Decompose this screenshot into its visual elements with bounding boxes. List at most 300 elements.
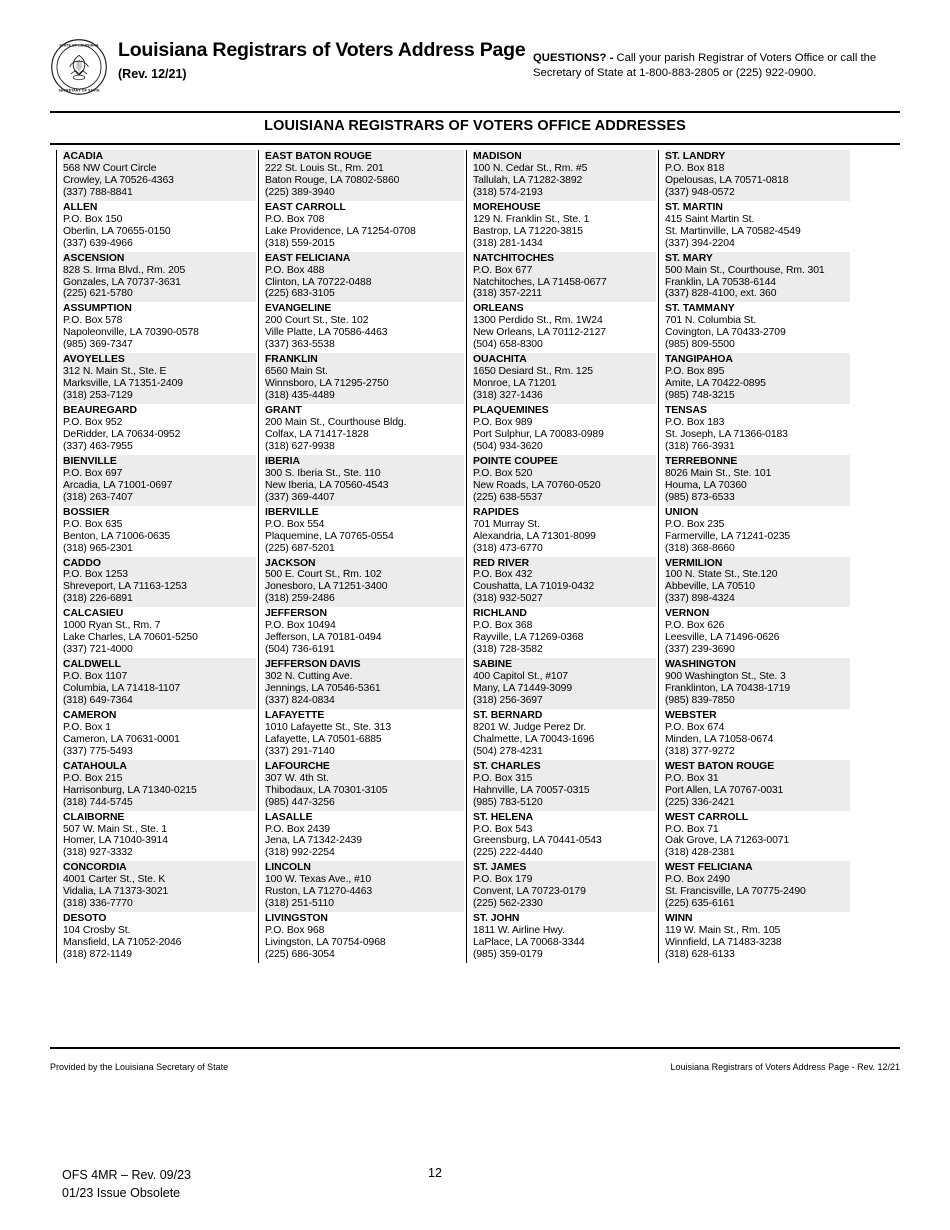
city-state-zip: Farmerville, LA 71241-0235	[665, 530, 791, 542]
address-entry	[63, 252, 256, 303]
address-entry	[265, 455, 464, 506]
city-state-zip: Livingston, LA 70754-0968	[265, 937, 386, 949]
phone-number: (318) 226-6891	[63, 593, 133, 605]
address-entry	[265, 557, 464, 608]
street-address: 1300 Perdido St., Rm. 1W24	[473, 315, 603, 327]
phone-number: (318) 357-2211	[473, 288, 542, 300]
form-id-line-1: OFS 4MR – Rev. 09/23	[62, 1168, 191, 1182]
street-address: P.O. Box 2439	[265, 823, 330, 835]
phone-number: (318) 627-9938	[265, 440, 335, 452]
city-state-zip: Baton Rouge, LA 70802-5860	[265, 174, 400, 186]
city-state-zip: Monroe, LA 71201	[473, 378, 557, 390]
street-address: P.O. Box 1107	[63, 671, 128, 683]
street-address: 1650 Desiard St., Rm. 125	[473, 366, 593, 378]
address-entry	[265, 607, 464, 658]
city-state-zip: Convent, LA 70723-0179	[473, 886, 586, 898]
phone-number: (318) 559-2015	[265, 237, 335, 249]
phone-number: (225) 389-3940	[265, 186, 335, 198]
parish-name: JACKSON	[265, 557, 316, 569]
address-entry	[473, 252, 656, 303]
phone-number: (337) 369-4407	[265, 491, 335, 503]
city-state-zip: Ville Platte, LA 70586-4463	[265, 327, 388, 339]
parish-name: ST. HELENA	[473, 811, 534, 823]
city-state-zip: St. Martinville, LA 70582-4549	[665, 225, 801, 237]
svg-text:STATE OF LOUISIANA: STATE OF LOUISIANA	[59, 43, 99, 48]
louisiana-state-seal-icon	[50, 38, 108, 96]
street-address: P.O. Box 315	[473, 772, 533, 784]
svg-text:SECRETARY OF STATE: SECRETARY OF STATE	[58, 88, 100, 93]
city-state-zip: Chalmette, LA 70043-1696	[473, 733, 595, 745]
phone-number: (318) 251-5110	[265, 898, 334, 910]
parish-name: ST. TAMMANY	[665, 303, 735, 315]
parish-name: EAST CARROLL	[265, 201, 346, 213]
parish-name: CATAHOULA	[63, 760, 127, 772]
parish-name: NATCHITOCHES	[473, 252, 554, 264]
page-title: Louisiana Registrars of Voters Address Page	[118, 39, 526, 61]
questions-lead: QUESTIONS? -	[533, 52, 614, 64]
street-address: P.O. Box 520	[473, 467, 533, 479]
city-state-zip: Oberlin, LA 70655-0150	[63, 225, 171, 237]
parish-name: BOSSIER	[63, 506, 110, 518]
phone-number: (318) 649-7364	[63, 694, 133, 706]
phone-number: (318) 574-2193	[473, 186, 543, 198]
city-state-zip: Port Allen, LA 70767-0031	[665, 784, 784, 796]
parish-name: POINTE COUPEE	[473, 455, 558, 467]
address-entry	[473, 201, 656, 252]
city-state-zip: Bastrop, LA 71220-3815	[473, 225, 583, 237]
city-state-zip: Franklinton, LA 70438-1719	[665, 683, 791, 695]
address-entry	[63, 557, 256, 608]
street-address: P.O. Box 432	[473, 569, 533, 581]
street-address: P.O. Box 989	[473, 417, 533, 429]
street-address: 104 Crosby St.	[63, 925, 131, 937]
address-entry	[473, 353, 656, 404]
address-entry	[265, 353, 464, 404]
phone-number: (337) 463-7955	[63, 440, 133, 452]
phone-number: (318) 927-3332	[63, 847, 133, 859]
city-state-zip: Jefferson, LA 70181-0494	[265, 632, 382, 644]
form-id-line-2: 01/23 Issue Obsolete	[62, 1186, 181, 1201]
street-address: 222 St. Louis St., Rm. 201	[265, 162, 384, 174]
address-entry	[63, 607, 256, 658]
phone-number: (985) 873-6533	[665, 491, 735, 503]
page-number: 12	[428, 1166, 442, 1180]
address-entry	[665, 861, 850, 912]
city-state-zip: Alexandria, LA 71301-8099	[473, 530, 596, 542]
city-state-zip: Marksville, LA 71351-2409	[63, 378, 183, 390]
street-address: 415 Saint Martin St.	[665, 213, 755, 225]
address-entry	[63, 201, 256, 252]
parish-name: ST. MARY	[665, 252, 713, 264]
phone-number: (504) 278-4231	[473, 745, 543, 757]
address-column-4	[658, 150, 850, 963]
street-address: P.O. Box 150	[63, 213, 123, 225]
street-address: P.O. Box 1	[63, 721, 111, 733]
city-state-zip: DeRidder, LA 70634-0952	[63, 428, 181, 440]
city-state-zip: Rayville, LA 71269-0368	[473, 632, 584, 644]
street-address: 200 Main St., Courthouse Bldg.	[265, 417, 407, 429]
street-address: 129 N. Franklin St., Ste. 1	[473, 213, 590, 225]
phone-number: (318) 377-9272	[665, 745, 735, 757]
phone-number: (985) 369-7347	[63, 339, 133, 351]
phone-number: (318) 628-6133	[665, 949, 735, 961]
city-state-zip: Cameron, LA 70631-0001	[63, 733, 180, 745]
parish-name: FRANKLIN	[265, 354, 318, 366]
address-entry	[63, 912, 256, 963]
city-state-zip: Abbeville, LA 70510	[665, 581, 755, 593]
parish-name: SABINE	[473, 659, 512, 671]
address-entry	[473, 150, 656, 201]
street-address: P.O. Box 543	[473, 823, 533, 835]
address-entry	[265, 252, 464, 303]
phone-number: (225) 638-5537	[473, 491, 543, 503]
city-state-zip: Colfax, LA 71417-1828	[265, 428, 369, 440]
address-entry	[665, 709, 850, 760]
parish-name: UNION	[665, 506, 699, 518]
phone-number: (985) 783-5120	[473, 796, 543, 808]
phone-number: (985) 839-7850	[665, 694, 735, 706]
parish-name: IBERVILLE	[265, 506, 319, 518]
parish-name: CADDO	[63, 557, 101, 569]
parish-name: RED RIVER	[473, 557, 530, 569]
phone-number: (225) 635-6161	[665, 898, 735, 910]
address-entry	[665, 607, 850, 658]
address-entry	[473, 455, 656, 506]
parish-name: WEST BATON ROUGE	[665, 760, 775, 772]
street-address: 300 S. Iberia St., Ste. 110	[265, 467, 381, 479]
parish-name: EAST FELICIANA	[265, 252, 351, 264]
address-entry	[265, 912, 464, 963]
city-state-zip: Tallulah, LA 71282-3892	[473, 174, 583, 186]
phone-number: (318) 259-2486	[265, 593, 335, 605]
address-entry	[63, 861, 256, 912]
city-state-zip: Jonesboro, LA 71251-3400	[265, 581, 388, 593]
street-address: 568 NW Court Circle	[63, 162, 157, 174]
street-address: 701 N. Columbia St.	[665, 315, 757, 327]
address-entry	[63, 709, 256, 760]
address-entry	[473, 760, 656, 811]
address-entry	[63, 404, 256, 455]
parish-name: JEFFERSON	[265, 608, 327, 620]
city-state-zip: Greensburg, LA 70441-0543	[473, 835, 602, 847]
phone-number: (337) 775-5493	[63, 745, 133, 757]
street-address: 200 Court St., Ste. 102	[265, 315, 369, 327]
street-address: P.O. Box 368	[473, 620, 533, 632]
city-state-zip: Coushatta, LA 71019-0432	[473, 581, 595, 593]
address-entry	[473, 557, 656, 608]
parish-name: ST. BERNARD	[473, 709, 543, 721]
phone-number: (318) 872-1149	[63, 949, 132, 961]
street-address: 6560 Main St.	[265, 366, 328, 378]
parish-name: ALLEN	[63, 201, 98, 213]
street-address: 1010 Lafayette St., Ste. 313	[265, 721, 392, 733]
city-state-zip: Mansfield, LA 71052-2046	[63, 937, 182, 949]
parish-name: VERMILION	[665, 557, 723, 569]
parish-name: OUACHITA	[473, 354, 527, 366]
parish-name: LIVINGSTON	[265, 913, 328, 925]
city-state-zip: Jena, LA 71342-2439	[265, 835, 362, 847]
title-block	[118, 40, 526, 81]
phone-number: (337) 291-7140	[265, 745, 335, 757]
address-entry	[265, 506, 464, 557]
address-entry	[665, 404, 850, 455]
phone-number: (337) 788-8841	[63, 186, 133, 198]
address-entry	[665, 201, 850, 252]
address-entry	[473, 506, 656, 557]
address-entry	[665, 150, 850, 201]
city-state-zip: Benton, LA 71006-0635	[63, 530, 171, 542]
phone-number: (337) 828-4100, ext. 360	[665, 288, 777, 300]
parish-name: CALCASIEU	[63, 608, 124, 620]
city-state-zip: Opelousas, LA 70571-0818	[665, 174, 789, 186]
address-entry	[63, 760, 256, 811]
city-state-zip: Amite, LA 70422-0895	[665, 378, 766, 390]
parish-name: ST. JOHN	[473, 913, 520, 925]
city-state-zip: Vidalia, LA 71373-3021	[63, 886, 169, 898]
revision-label: (Rev. 12/21)	[118, 67, 187, 82]
address-entry	[665, 760, 850, 811]
phone-number: (318) 281-1434	[473, 237, 543, 249]
phone-number: (225) 562-2330	[473, 898, 543, 910]
parish-name: LINCOLN	[265, 862, 311, 874]
street-address: P.O. Box 895	[665, 366, 725, 378]
phone-number: (337) 898-4324	[665, 593, 735, 605]
city-state-zip: Natchitoches, LA 71458-0677	[473, 276, 607, 288]
parish-name: LASALLE	[265, 811, 313, 823]
street-address: 1000 Ryan St., Rm. 7	[63, 620, 161, 632]
phone-number: (318) 728-3582	[473, 644, 543, 656]
city-state-zip: Oak Grove, LA 71263-0071	[665, 835, 790, 847]
questions-note	[533, 51, 903, 81]
address-entry	[473, 404, 656, 455]
address-entry	[665, 455, 850, 506]
footer-left-text: Provided by the Louisiana Secretary of State	[50, 1062, 229, 1072]
address-entry	[473, 912, 656, 963]
address-entry	[63, 455, 256, 506]
phone-number: (985) 447-3256	[265, 796, 335, 808]
street-address: P.O. Box 2490	[665, 874, 730, 886]
phone-number: (985) 359-0179	[473, 949, 543, 961]
phone-number: (225) 687-5201	[265, 542, 335, 554]
phone-number: (337) 721-4000	[63, 644, 133, 656]
street-address: 307 W. 4th St.	[265, 772, 329, 784]
street-address: P.O. Box 578	[63, 315, 123, 327]
street-address: 302 N. Cutting Ave.	[265, 671, 353, 683]
address-entry	[473, 658, 656, 709]
city-state-zip: Plaquemine, LA 70765-0554	[265, 530, 394, 542]
phone-number: (318) 253-7129	[63, 390, 133, 402]
city-state-zip: New Roads, LA 70760-0520	[473, 479, 601, 491]
parish-name: ST. CHARLES	[473, 760, 541, 772]
street-address: P.O. Box 235	[665, 518, 725, 530]
address-entry	[63, 658, 256, 709]
parish-name: PLAQUEMINES	[473, 405, 549, 417]
phone-number: (504) 736-6191	[265, 644, 335, 656]
address-entry	[665, 302, 850, 353]
address-entry	[265, 658, 464, 709]
parish-name: ACADIA	[63, 151, 104, 162]
address-entry	[63, 506, 256, 557]
parish-name: VERNON	[665, 608, 710, 620]
city-state-zip: Napoleonville, LA 70390-0578	[63, 327, 199, 339]
city-state-zip: Shreveport, LA 71163-1253	[63, 581, 187, 593]
parish-name: CALDWELL	[63, 659, 121, 671]
address-entry	[473, 709, 656, 760]
street-address: 400 Capitol St., #107	[473, 671, 568, 683]
address-entry	[265, 861, 464, 912]
phone-number: (225) 222-4440	[473, 847, 543, 859]
phone-number: (504) 934-3620	[473, 440, 543, 452]
city-state-zip: Houma, LA 70360	[665, 479, 747, 491]
parish-name: GRANT	[265, 405, 302, 417]
street-address: 312 N. Main St., Ste. E	[63, 366, 167, 378]
address-entry	[473, 302, 656, 353]
street-address: 500 E. Court St., Rm. 102	[265, 569, 382, 581]
street-address: P.O. Box 626	[665, 620, 725, 632]
form-identifier	[62, 1166, 191, 1202]
address-column-2	[258, 150, 464, 963]
phone-number: (318) 965-2301	[63, 542, 133, 554]
street-address: 119 W. Main St., Rm. 105	[665, 925, 781, 937]
parish-name: RICHLAND	[473, 608, 527, 620]
city-state-zip: St. Joseph, LA 71366-0183	[665, 428, 788, 440]
registrars-address-table	[56, 150, 894, 963]
phone-number: (504) 658-8300	[473, 339, 543, 351]
street-address: P.O. Box 677	[473, 264, 533, 276]
heading-divider	[50, 143, 900, 145]
parish-name: BIENVILLE	[63, 455, 117, 467]
parish-name: EAST BATON ROUGE	[265, 151, 372, 162]
street-address: P.O. Box 674	[665, 721, 725, 733]
street-address: P.O. Box 635	[63, 518, 123, 530]
parish-name: BEAUREGARD	[63, 405, 137, 417]
city-state-zip: Lafayette, LA 70501-6885	[265, 733, 382, 745]
street-address: 828 S. Irma Blvd., Rm. 205	[63, 264, 186, 276]
questions-text: Call your parish Registrar of Voters Office or call the Secretary of State at 1-800-883-2805 or (225) 922-0900.	[533, 52, 877, 79]
parish-name: ST. LANDRY	[665, 151, 726, 162]
street-address: P.O. Box 708	[265, 213, 325, 225]
parish-name: ST. JAMES	[473, 862, 527, 874]
address-entry	[265, 302, 464, 353]
phone-number: (985) 748-3215	[665, 390, 735, 402]
phone-number: (337) 363-5538	[265, 339, 335, 351]
phone-number: (318) 336-7770	[63, 898, 133, 910]
city-state-zip: Gonzales, LA 70737-3631	[63, 276, 181, 288]
address-entry	[665, 506, 850, 557]
address-entry	[665, 557, 850, 608]
street-address: 100 N. Cedar St., Rm. #5	[473, 162, 588, 174]
parish-name: WEST FELICIANA	[665, 862, 753, 874]
parish-name: TANGIPAHOA	[665, 354, 733, 366]
street-address: P.O. Box 1253	[63, 569, 128, 581]
city-state-zip: New Orleans, LA 70112-2127	[473, 327, 606, 339]
city-state-zip: Many, LA 71449-3099	[473, 683, 573, 695]
city-state-zip: New Iberia, LA 70560-4543	[265, 479, 389, 491]
address-entry	[265, 709, 464, 760]
address-column-3	[466, 150, 656, 963]
street-address: P.O. Box 215	[63, 772, 123, 784]
street-address: P.O. Box 697	[63, 467, 123, 479]
parish-name: LAFOURCHE	[265, 760, 330, 772]
city-state-zip: Winnfield, LA 71483-3238	[665, 937, 782, 949]
parish-name: JEFFERSON DAVIS	[265, 659, 361, 671]
phone-number: (337) 824-0834	[265, 694, 335, 706]
parish-name: DESOTO	[63, 913, 107, 925]
street-address: P.O. Box 10494	[265, 620, 336, 632]
street-address: 507 W. Main St., Ste. 1	[63, 823, 167, 835]
address-entry	[265, 404, 464, 455]
street-address: 900 Washington St., Ste. 3	[665, 671, 786, 683]
parish-name: WASHINGTON	[665, 659, 736, 671]
parish-name: TERREBONNE	[665, 455, 738, 467]
street-address: 701 Murray St.	[473, 518, 540, 530]
parish-name: RAPIDES	[473, 506, 519, 518]
city-state-zip: Hahnville, LA 70057-0315	[473, 784, 590, 796]
city-state-zip: Arcadia, LA 71001-0697	[63, 479, 173, 491]
parish-name: CLAIBORNE	[63, 811, 125, 823]
address-entry	[665, 658, 850, 709]
phone-number: (225) 683-3105	[265, 288, 335, 300]
address-entry	[265, 760, 464, 811]
parish-name: ORLEANS	[473, 303, 524, 315]
address-entry	[473, 607, 656, 658]
phone-number: (318) 428-2381	[665, 847, 735, 859]
address-entry	[265, 150, 464, 201]
phone-number: (318) 744-5745	[63, 796, 133, 808]
address-entry	[473, 811, 656, 862]
parish-name: ASSUMPTION	[63, 303, 132, 315]
city-state-zip: Lake Charles, LA 70601-5250	[63, 632, 198, 644]
address-entry	[63, 302, 256, 353]
street-address: P.O. Box 31	[665, 772, 719, 784]
street-address: P.O. Box 179	[473, 874, 533, 886]
parish-name: ASCENSION	[63, 252, 125, 264]
city-state-zip: Homer, LA 71040-3914	[63, 835, 168, 847]
street-address: P.O. Box 968	[265, 925, 325, 937]
street-address: 100 N. State St., Ste.120	[665, 569, 778, 581]
parish-name: AVOYELLES	[63, 354, 125, 366]
parish-name: WEST CARROLL	[665, 811, 749, 823]
phone-number: (318) 263-7407	[63, 491, 133, 503]
address-entry	[665, 912, 850, 963]
phone-number: (318) 473-6770	[473, 542, 543, 554]
city-state-zip: Lake Providence, LA 71254-0708	[265, 225, 416, 237]
street-address: 8201 W. Judge Perez Dr.	[473, 721, 587, 733]
city-state-zip: LaPlace, LA 70068-3344	[473, 937, 585, 949]
parish-name: WEBSTER	[665, 709, 717, 721]
phone-number: (337) 639-4966	[63, 237, 133, 249]
street-address: P.O. Box 71	[665, 823, 719, 835]
phone-number: (318) 256-3697	[473, 694, 543, 706]
phone-number: (985) 809-5500	[665, 339, 735, 351]
city-state-zip: Clinton, LA 70722-0488	[265, 276, 372, 288]
phone-number: (318) 992-2254	[265, 847, 335, 859]
phone-number: (318) 766-3931	[665, 440, 735, 452]
parish-name: MOREHOUSE	[473, 201, 541, 213]
header-divider	[50, 111, 900, 113]
street-address: P.O. Box 183	[665, 417, 725, 429]
parish-name: TENSAS	[665, 405, 707, 417]
parish-name: WINN	[665, 913, 693, 925]
address-entry	[665, 252, 850, 303]
address-entry	[265, 201, 464, 252]
address-entry	[63, 150, 256, 201]
phone-number: (337) 394-2204	[665, 237, 735, 249]
parish-name: LAFAYETTE	[265, 709, 325, 721]
city-state-zip: Leesville, LA 71496-0626	[665, 632, 780, 644]
parish-name: EVANGELINE	[265, 303, 332, 315]
document-header	[50, 34, 900, 106]
